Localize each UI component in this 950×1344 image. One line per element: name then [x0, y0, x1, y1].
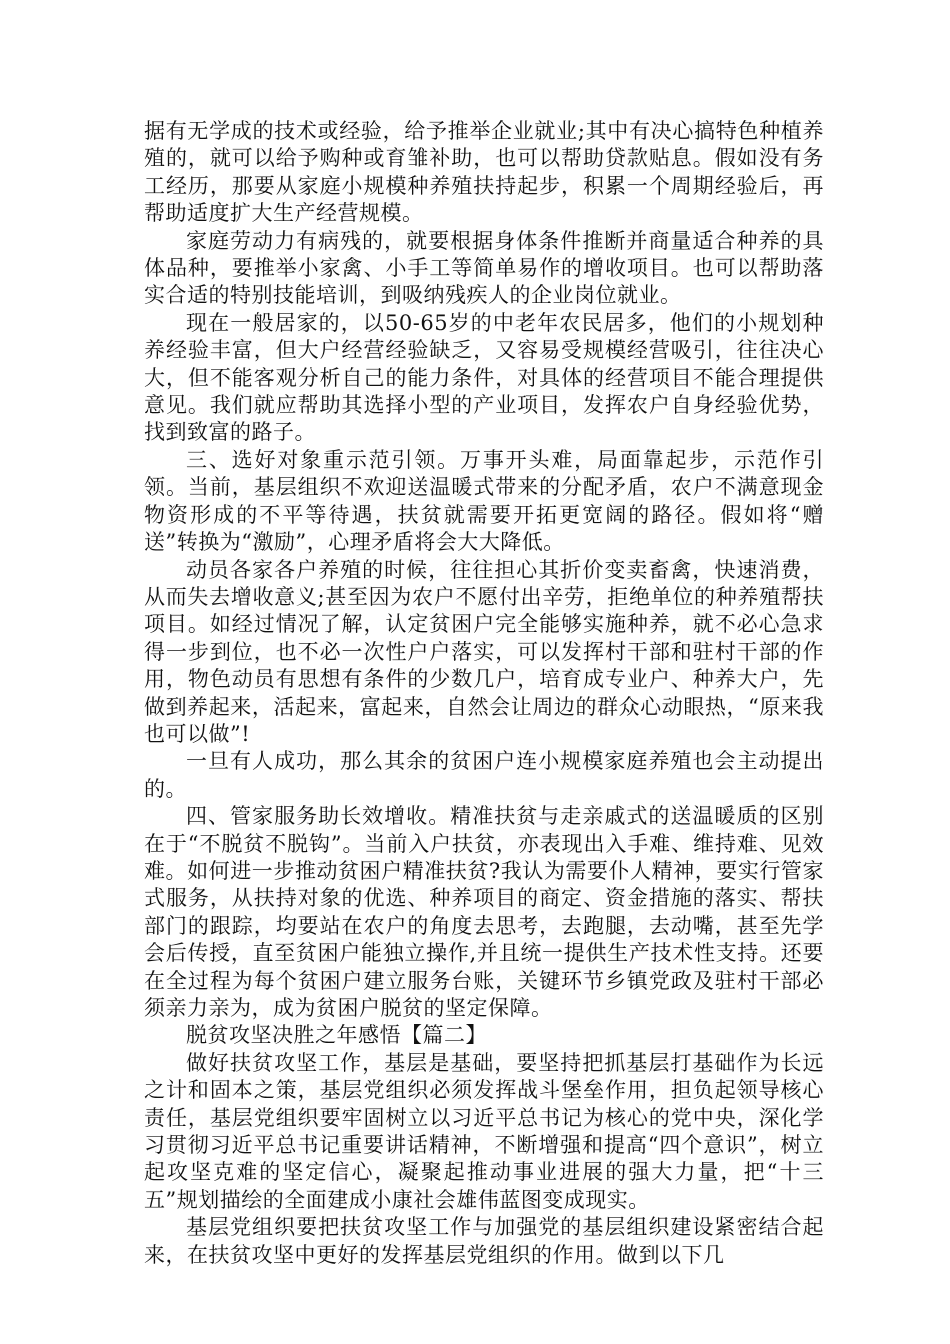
- paragraph-4-section-three: 三、选好对象重示范引领。万事开头难，局面靠起步，示范作引领。当前，基层组织不欢迎送温暖式带来的分配矛盾，农户不满意现金物资形成的不平等待遇，扶贫就需要开拓更宽阔的路径。假如将“赠送”转换为“激励”，心理矛盾将会大大降低。: [144, 447, 824, 555]
- paragraph-9: 做好扶贫攻坚工作，基层是基础，要坚持把抓基层打基础作为长远之计和固本之策，基层党组织必须发挥战斗堡垒作用，担负起领导核心责任，基层党组织要牢固树立以习近平总书记为核心的党中央，深化学习贯彻习近平总书记重要讲话精神，不断增强和提高“四个意识”，树立起攻坚克难的坚定信心，凝聚起推动事业进展的强大力量，把“十三五”规划描绘的全面建成小康社会雄伟蓝图变成现实。: [144, 1050, 824, 1212]
- paragraph-2: 家庭劳动力有病残的，就要根据身体条件推断并商量适合种养的具体品种，要推举小家禽、小手工等简单易作的增收项目。也可以帮助落实合适的特别技能培训，到吸纳残疾人的企业岗位就业。: [144, 228, 824, 308]
- paragraph-10: 基层党组织要把扶贫攻坚工作与加强党的基层组织建设紧密结合起来，在扶贫攻坚中更好的发挥基层党组织的作用。做到以下几: [144, 1215, 824, 1267]
- paragraph-7-section-four: 四、管家服务助长效增收。精准扶贫与走亲戚式的送温暖质的区别在于“不脱贫不脱钩”。当前入户扶贫，亦表现出入手难、维持难、见效难。如何进一步推动贫困户精准扶贫?我认为需要仆人精神，要实行管家式服务，从扶持对象的优选、种养项目的商定、资金措施的落实、帮扶部门的跟踪，均要站在农户的角度去思考，去跑腿，去动嘴，甚至先学会后传授，直至贫困户能独立操作,并且统一提供生产技术性支持。还要在全过程为每个贫困户建立服务台账，关键环节乡镇党政及驻村干部必须亲力亲为，成为贫困户脱贫的坚定保障。: [144, 804, 824, 1020]
- document-page: [144, 118, 824, 1269]
- paragraph-5: 动员各家各户养殖的时候，往往担心其折价变卖畜禽，快速消费，从而失去增收意义;甚至因为农户不愿付出辛劳，拒绝单位的种养殖帮扶项目。如经过情况了解，认定贫困户完全能够实施种养，就不必心急求得一步到位，也不必一次性户户落实，可以发挥村干部和驻村干部的作用，物色动员有思想有条件的少数几户，培育成专业户、种养大户，先做到养起来，活起来，富起来，自然会让周边的群众心动眼热，“原来我也可以做”!: [144, 557, 824, 746]
- paragraph-1: 据有无学成的技术或经验，给予推举企业就业;其中有决心搞特色种植养殖的，就可以给予购种或育雏补助，也可以帮助贷款贴息。假如没有务工经历，那要从家庭小规模种养殖扶持起步，积累一个周期经验后，再帮助适度扩大生产经营规模。: [144, 119, 824, 226]
- paragraph-3: 现在一般居家的，以50-65岁的中老年农民居多，他们的小规划种养经验丰富，但大户经营经验缺乏，又容易受规模经营吸引，往往决心大，但不能客观分析自己的能力条件，对具体的经营项目不能合理提供意见。我们就应帮助其选择小型的产业项目，发挥农户自身经验优势，找到致富的路子。: [144, 310, 824, 445]
- paragraph-6: 一旦有人成功，那么其余的贫困户连小规模家庭养殖也会主动提出的。: [144, 749, 824, 801]
- section-heading-part-two: 脱贫攻坚决胜之年感悟【篇二】: [186, 1023, 487, 1048]
